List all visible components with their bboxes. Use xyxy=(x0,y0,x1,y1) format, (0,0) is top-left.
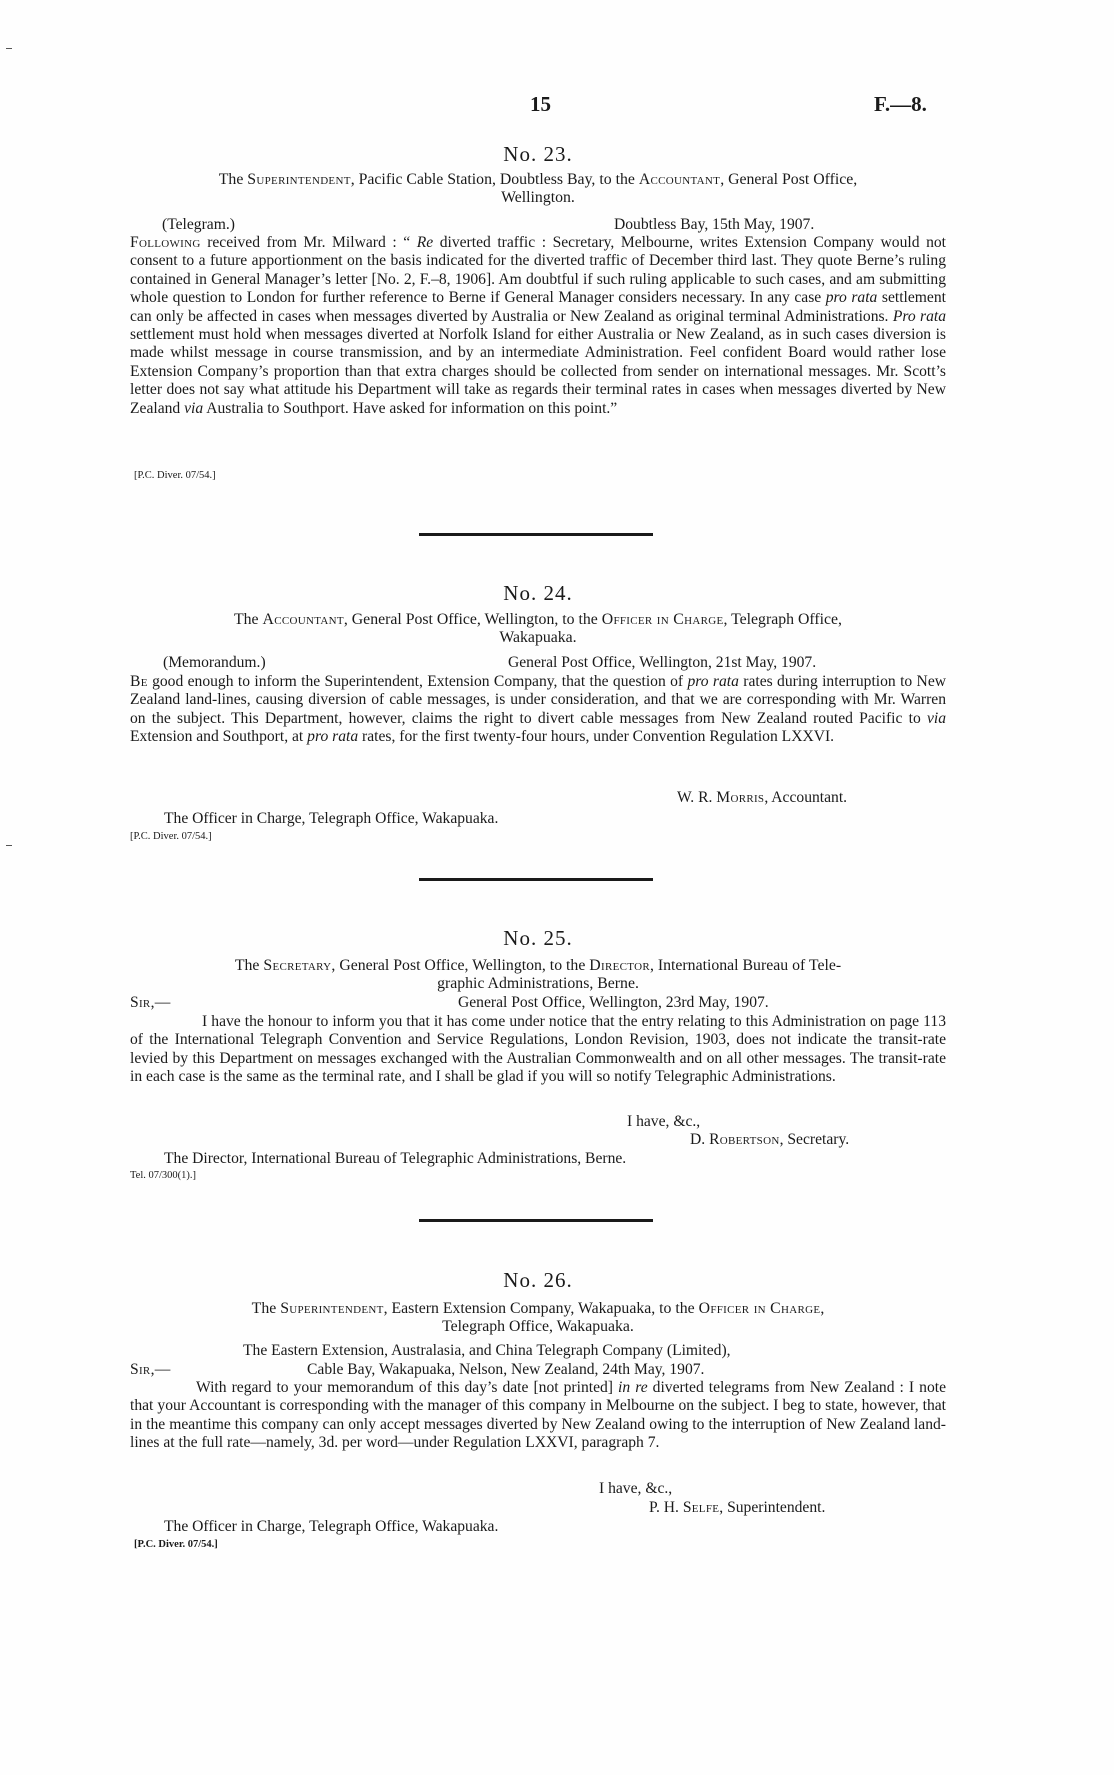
section-heading: The Superintendent, Pacific Cable Station, Doubtless Bay, to the Accountant, General Post Office, Wellington. xyxy=(218,171,858,207)
paper-reference: F.—8. xyxy=(874,92,927,116)
company-line: The Eastern Extension, Australasia, and China Telegraph Company (Limited), xyxy=(243,1342,731,1359)
addressee: The Officer in Charge, Telegraph Office, Wakapuaka. xyxy=(164,1518,499,1535)
salutation: Sir,— xyxy=(130,994,171,1011)
section-number: No. 24. xyxy=(503,581,573,605)
place-date: General Post Office, Wellington, 23rd May, 1907. xyxy=(458,994,769,1011)
section-number: No. 26. xyxy=(503,1268,573,1292)
section-body: Be good enough to inform the Superintendent, Extension Company, that the question of pro rata rates during interruption to New Zealand land-lines, causing diversion of cable messages, is under consideration, and that we are corresponding with Mr. Warren on the subject. This Department, however, claims the right to divert cable messages from New Zealand routed Pacific to via Extension and Southport, at pro rata rates, for the first twenty-four hours, under Convention Regulation LXXVI. xyxy=(130,673,946,746)
section-number: No. 25. xyxy=(503,926,573,950)
addressee: The Officer in Charge, Telegraph Office, Wakapuaka. xyxy=(164,810,499,827)
place-date: General Post Office, Wellington, 21st May, 1907. xyxy=(508,654,817,671)
file-reference: [P.C. Diver. 07/54.] xyxy=(130,831,212,842)
closing: I have, &c., xyxy=(599,1480,673,1497)
document-type: (Telegram.) xyxy=(162,216,235,233)
place-date: Cable Bay, Wakapuaka, Nelson, New Zealand, 24th May, 1907. xyxy=(307,1361,705,1378)
section-heading: The Superintendent, Eastern Extension Company, Wakapuaka, to the Officer in Charge, Telegraph Office, Wakapuaka. xyxy=(251,1300,825,1336)
scan-mark xyxy=(6,845,12,846)
document-type: (Memorandum.) xyxy=(163,654,266,671)
salutation: Sir,— xyxy=(130,1361,171,1378)
section-divider xyxy=(419,1219,653,1222)
section-body: With regard to your memorandum of this day’s date [not printed] in re diverted telegrams from New Zealand : I note that your Accountant is corresponding with the manager of this company in Melbourne on the subject. I beg to state, however, that in the meantime this company can only accept messages diverted by New Zealand owing to the interruption of New Zealand land-lines at the full rate—namely, 3d. per word—under Regulation LXXVI, paragraph 7. xyxy=(130,1379,946,1452)
section-body: Following received from Mr. Milward : “ Re diverted traffic : Secretary, Melbourne, writes Extension Company would not consent to a future apportionment on the basis indicated for the diverted traffic of December third last. They quote Berne’s ruling contained in General Manager’s letter [No. 2, F.–8, 1906]. Am doubtful if such ruling applicable to such cases, and am submitting whole question to London for further reference to Berne if General Manager considers necessary. In any case pro rata settlement can only be affected in cases when messages diverted by Australia or New Zealand as original terminal Administrations. Pro rata settlement must hold when messages diverted at Norfolk Island for either Australia or New Zealand, as in such cases diversion is made whilst message in course transmission, and by an intermediate Administration. Feel confident Board would rather lose Extension Company’s proportion than that extra charges should be collected from sender on international messages. Mr. Scott’s letter does not say what attitude his Department will take as regards their terminal rates in cases when messages diverted by New Zealand via Australia to Southport. Have asked for information on this point.” xyxy=(130,234,946,417)
file-reference: [P.C. Diver. 07/54.] xyxy=(134,470,216,481)
scan-mark xyxy=(6,48,12,49)
signature: P. H. Selfe, Superintendent. xyxy=(649,1499,826,1516)
section-heading: The Secretary, General Post Office, Wellington, to the Director, International Bureau of Tele- graphic Administrations, Berne. xyxy=(234,957,842,993)
section-number: No. 23. xyxy=(503,142,573,166)
section-divider xyxy=(419,878,653,881)
closing: I have, &c., xyxy=(627,1113,701,1130)
file-reference: [P.C. Diver. 07/54.] xyxy=(134,1539,218,1550)
signature: W. R. Morris, Accountant. xyxy=(677,789,848,806)
page-number: 15 xyxy=(530,92,551,116)
signature: D. Robertson, Secretary. xyxy=(690,1131,850,1148)
file-reference: Tel. 07/300(1).] xyxy=(130,1170,197,1181)
section-heading: The Accountant, General Post Office, Wellington, to the Officer in Charge, Telegraph Office, Wakapuaka. xyxy=(234,611,842,647)
place-date: Doubtless Bay, 15th May, 1907. xyxy=(614,216,815,233)
section-body: I have the honour to inform you that it has come under notice that the entry relating to this Administration on page 113 of the International Telegraph Convention and Service Regulations, London Revision, 1903, does not indicate the transit-rate levied by this Department on messages exchanged with the Australian Commonwealth and on all other messages. The transit-rate in each case is the same as the terminal rate, and I shall be glad if you will so notify Telegraphic Administrations. xyxy=(130,1013,946,1086)
addressee: The Director, International Bureau of Telegraphic Administrations, Berne. xyxy=(164,1150,627,1167)
section-divider xyxy=(419,533,653,536)
